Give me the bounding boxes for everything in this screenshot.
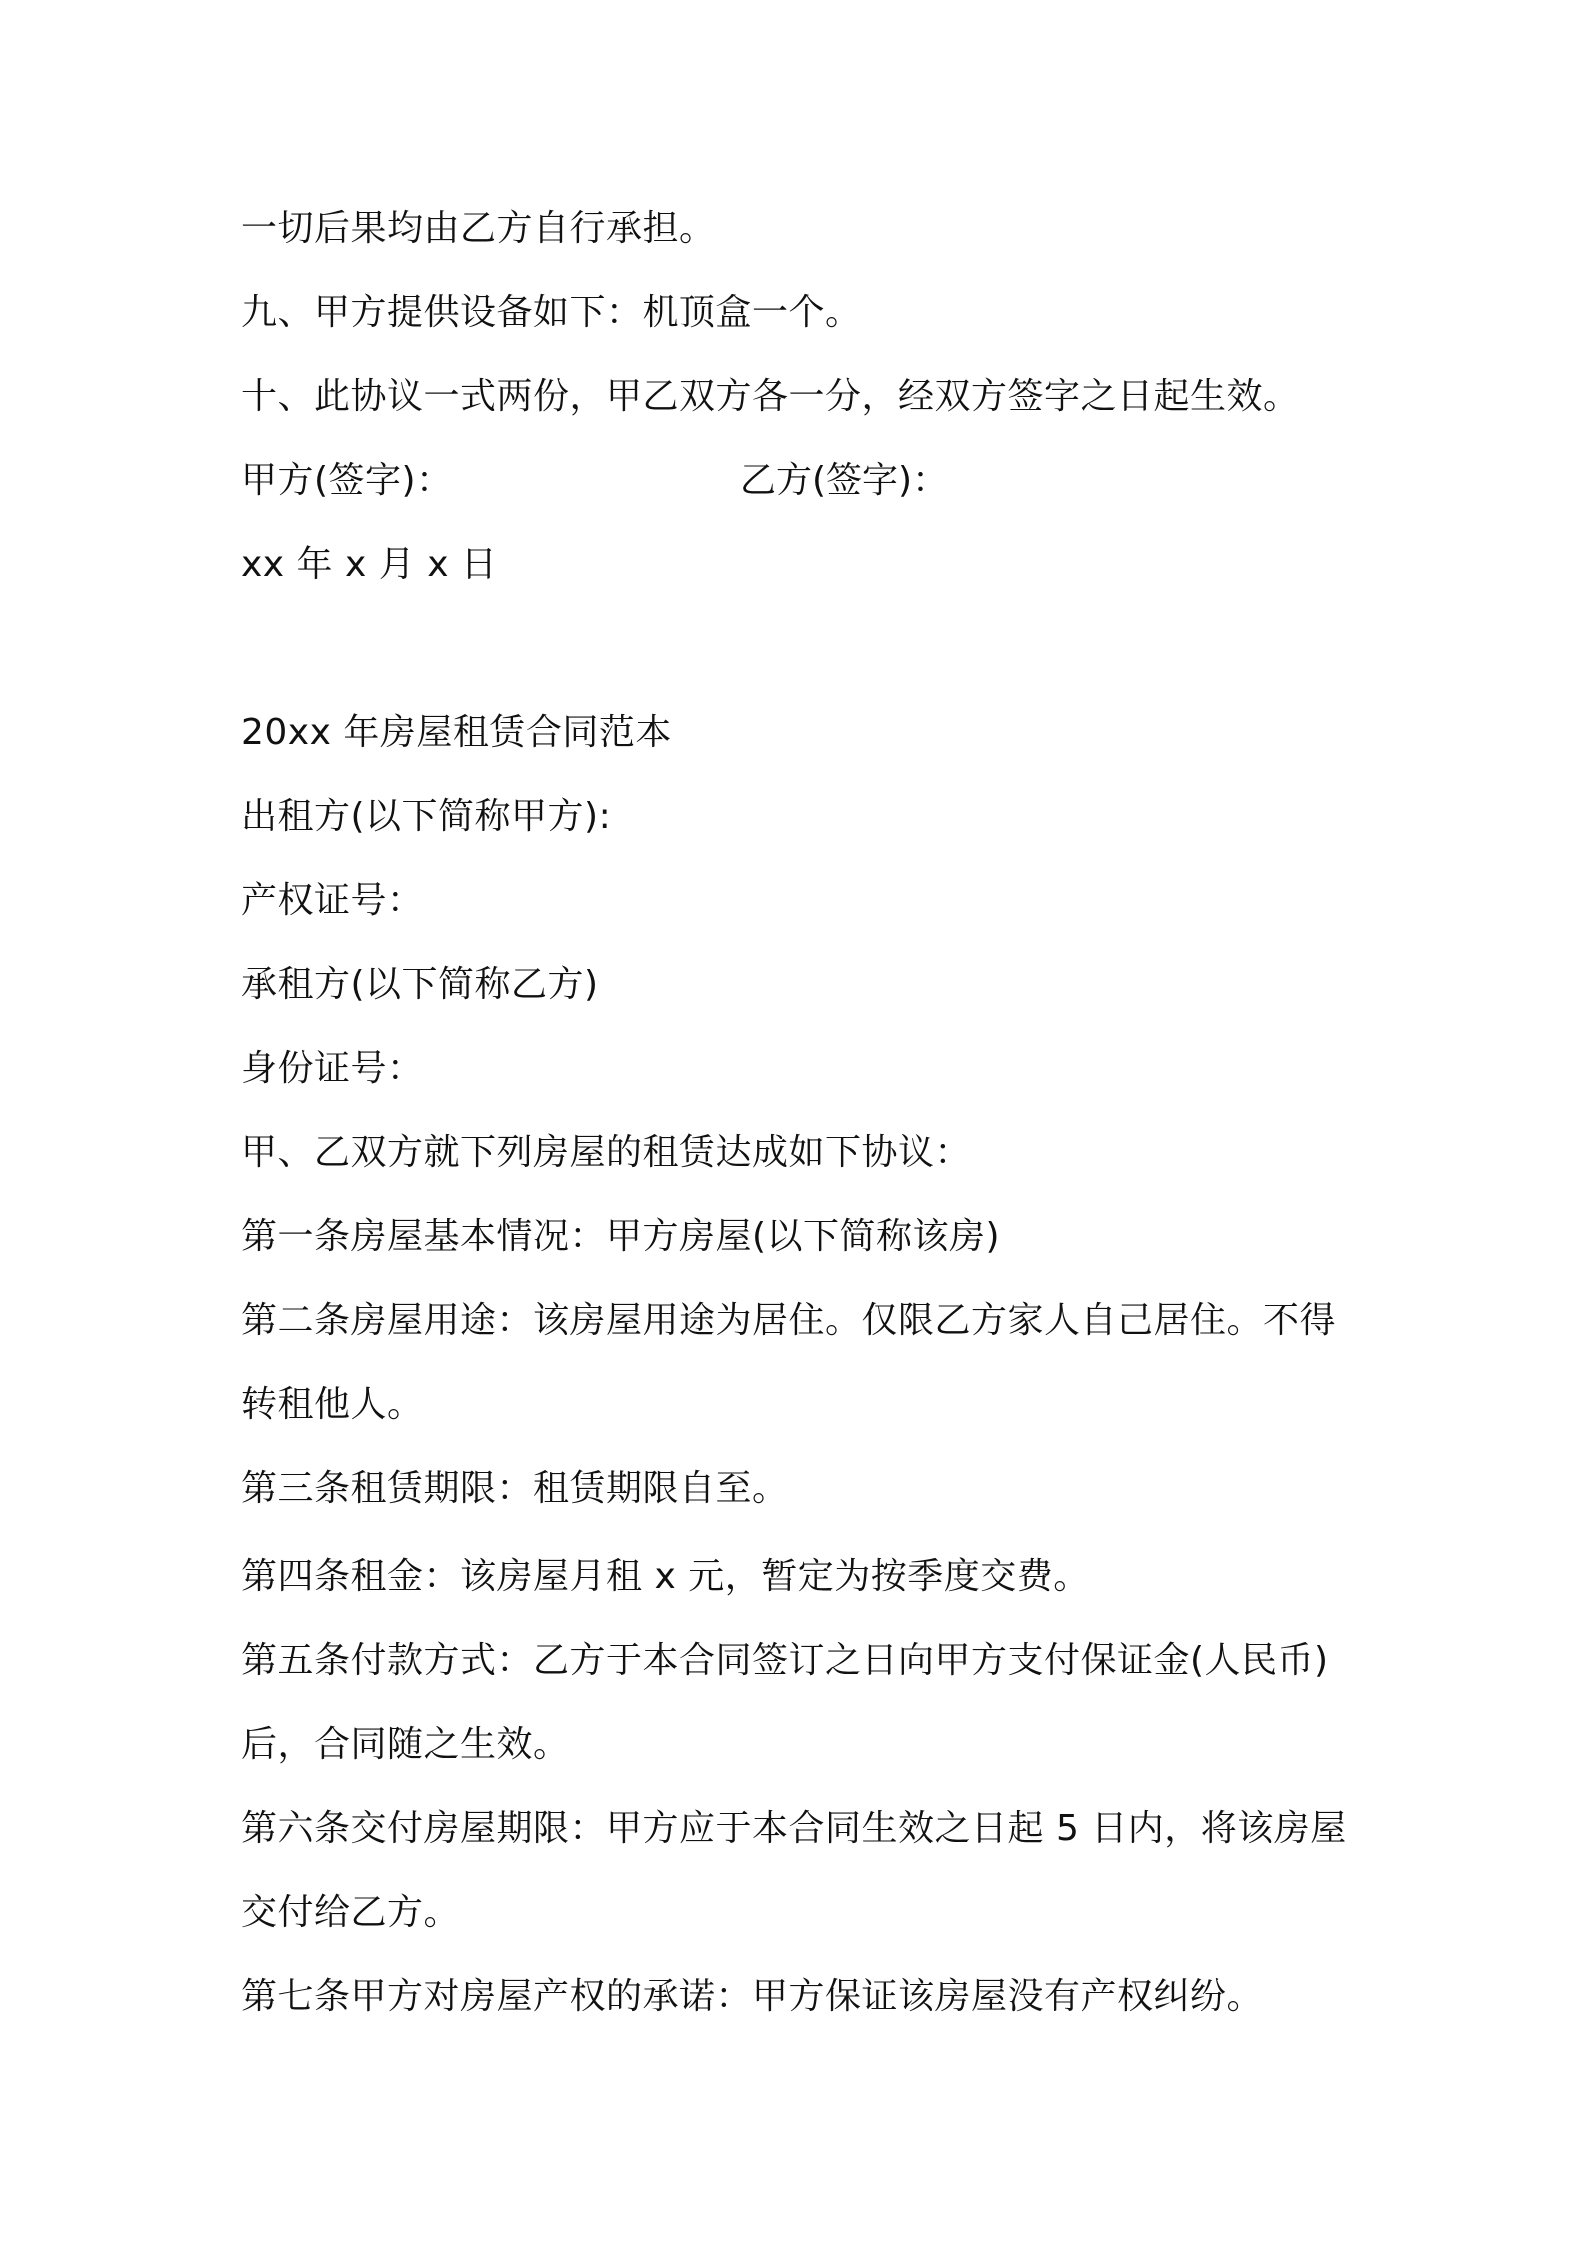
article-three: 第三条租赁期限：租赁期限自至。 xyxy=(241,1468,789,1509)
signature-party-b: 乙方(签字)： xyxy=(740,460,949,501)
clause-nine: 九、甲方提供设备如下：机顶盒一个。 xyxy=(241,292,862,333)
clause-ten: 十、此协议一式两份，甲乙双方各一分，经双方签字之日起生效。 xyxy=(241,376,1300,417)
article-two-line-1: 第二条房屋用途：该房屋用途为居住。仅限乙方家人自己居住。不得 xyxy=(241,1300,1337,1341)
lessor-line: 出租方(以下简称甲方): xyxy=(241,796,612,837)
article-five-line-2: 后，合同随之生效。 xyxy=(241,1724,570,1765)
article-six-line-2: 交付给乙方。 xyxy=(241,1892,461,1933)
article-five-line-1: 第五条付款方式：乙方于本合同签订之日向甲方支付保证金(人民币) xyxy=(241,1640,1329,1681)
contract-title: 20xx 年房屋租赁合同范本 xyxy=(241,712,672,753)
property-cert-line: 产权证号： xyxy=(241,880,424,921)
signing-date: xx 年 x 月 x 日 xyxy=(241,544,498,585)
agreement-intro: 甲、乙双方就下列房屋的租赁达成如下协议： xyxy=(241,1132,972,1173)
article-six-line-1: 第六条交付房屋期限：甲方应于本合同生效之日起 5 日内，将该房屋 xyxy=(241,1808,1347,1849)
id-number-line: 身份证号： xyxy=(241,1048,424,1089)
article-one: 第一条房屋基本情况：甲方房屋(以下简称该房) xyxy=(241,1216,1001,1257)
article-four: 第四条租金：该房屋月租 x 元，暂定为按季度交费。 xyxy=(241,1556,1090,1597)
consequence-line: 一切后果均由乙方自行承担。 xyxy=(241,208,716,249)
article-seven: 第七条甲方对房屋产权的承诺：甲方保证该房屋没有产权纠纷。 xyxy=(241,1976,1264,2017)
article-two-line-2: 转租他人。 xyxy=(241,1384,424,1425)
lessee-line: 承租方(以下简称乙方) xyxy=(241,964,599,1005)
signature-party-a: 甲方(签字)： xyxy=(241,460,453,501)
